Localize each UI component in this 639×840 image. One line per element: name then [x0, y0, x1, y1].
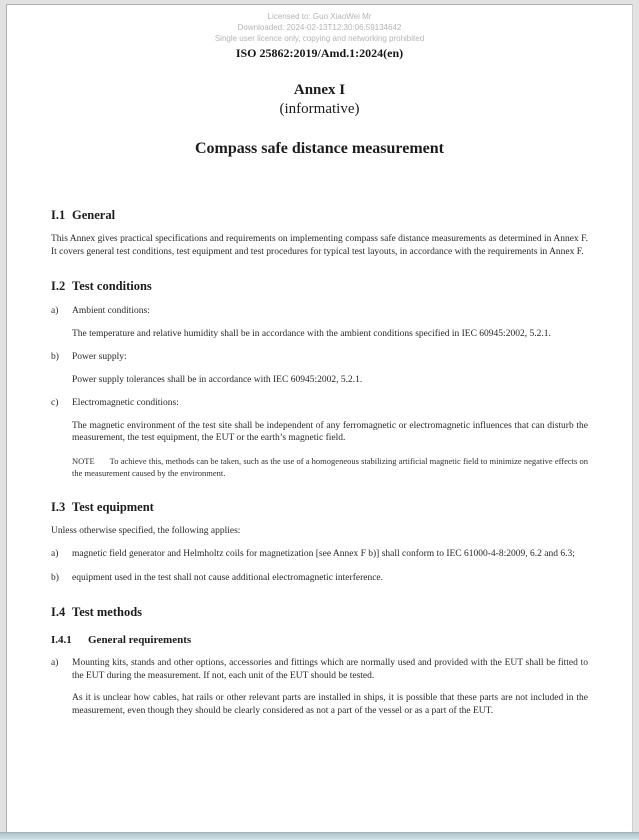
subsection-title: General requirements	[88, 634, 192, 646]
list-text: equipment used in the test shall not cause additional electromagnetic interference.	[72, 572, 384, 583]
list-text: Electromagnetic conditions:	[72, 398, 179, 408]
paragraph-equipment-intro: Unless otherwise specified, the following applies:	[51, 525, 241, 536]
section-number: I.2	[51, 279, 66, 293]
note-label: NOTE	[72, 455, 95, 466]
note-paragraph	[72, 455, 588, 479]
list-text: Power supply:	[72, 352, 127, 362]
section-number: I.1	[51, 208, 66, 222]
subsection-heading-general-requirements	[51, 634, 588, 646]
section-number: I.3	[51, 499, 66, 514]
list-text: magnetic field generator and Helmholtz coils for magnetization [see Annex F b)] shall conform to IEC 61000-4-8:2009, 6.2 and 6.3;	[72, 549, 575, 559]
license-line: Licensed to: Guo XiaoWei Mr	[267, 12, 372, 21]
section-title: General	[72, 208, 116, 222]
subsection-number: I.4.1	[51, 634, 72, 646]
note-text: To achieve this, methods can be taken, such as the use of a homogeneous stabilizing artificial magnetic field to minimize negative effects on the measurement caused by the environment.	[72, 455, 588, 478]
paragraph-electromagnetic-detail: The magnetic environment of the test site shall be independent of any ferromagnetic or electromagnetic influences that can disturb the measurement, the test equipment, the EUT or the earth’s magnetic field.	[72, 420, 588, 443]
list-label: a)	[51, 306, 59, 316]
section-title: Test conditions	[72, 279, 152, 293]
usage-notice-line: Single user licence only, copying and networking prohibited	[214, 34, 425, 43]
paragraph-mounting-detail: As it is unclear how cables, hat rails or other relevant parts are installed in ships, it is possible that these parts are not included in the measurement, even though they should be clearly considered as not a part of the vessel or as a part of the EUT.	[72, 693, 588, 716]
paragraph-general: This Annex gives practical specifications and requirements on implementing compass safe distance measurements as determined in Annex F. It covers general test conditions, test equipment and test procedures for typical test layouts, in accordance with the requirements in Annex F.	[51, 234, 588, 257]
list-label: a)	[51, 658, 59, 668]
annex-heading	[51, 81, 588, 119]
annex-title: Compass safe distance measurement	[194, 140, 444, 157]
paragraph-power-detail: Power supply tolerances shall be in accordance with IEC 60945:2002, 5.2.1.	[72, 374, 363, 385]
document-page	[6, 4, 633, 832]
section-heading-test-equipment	[51, 500, 588, 515]
section-title: Test methods	[72, 605, 143, 619]
document-reference: ISO 25862:2019/Amd.1:2024(en)	[235, 46, 404, 60]
section-heading-test-methods	[51, 605, 588, 620]
paragraph-ambient-detail: The temperature and relative humidity shall be in accordance with the ambient conditions specified in IEC 60945:2002, 5.2.1.	[72, 328, 551, 339]
list-label: b)	[51, 572, 59, 583]
list-text: Ambient conditions:	[72, 306, 150, 316]
list-label: a)	[51, 549, 59, 559]
download-line: Downloaded: 2024-02-13T12:30:06.59134642	[237, 23, 402, 32]
section-title: Test equipment	[72, 499, 154, 514]
list-item-electromagnetic	[51, 397, 588, 410]
list-item-mounting-kits	[51, 657, 588, 682]
section-heading-general	[51, 208, 588, 223]
list-item-power-supply	[51, 351, 588, 364]
list-item-ambient	[51, 305, 588, 318]
list-item-field-generator	[51, 548, 588, 561]
section-heading-test-conditions	[51, 279, 588, 294]
list-label: b)	[51, 352, 59, 362]
list-text: Mounting kits, stands and other options, accessories and fittings which are normally used and provided with the EUT shall be fitted to the EUT during the measurement. If not, each unit of the EUT should be tested.	[72, 658, 588, 681]
list-item-test-equipment-interference	[51, 572, 588, 585]
license-watermark	[51, 5, 588, 44]
annex-status: (informative)	[279, 101, 360, 117]
annex-label: Annex I	[293, 82, 346, 98]
horizontal-scrollbar[interactable]	[0, 832, 639, 840]
section-number: I.4	[51, 605, 66, 619]
list-label: c)	[51, 398, 59, 408]
